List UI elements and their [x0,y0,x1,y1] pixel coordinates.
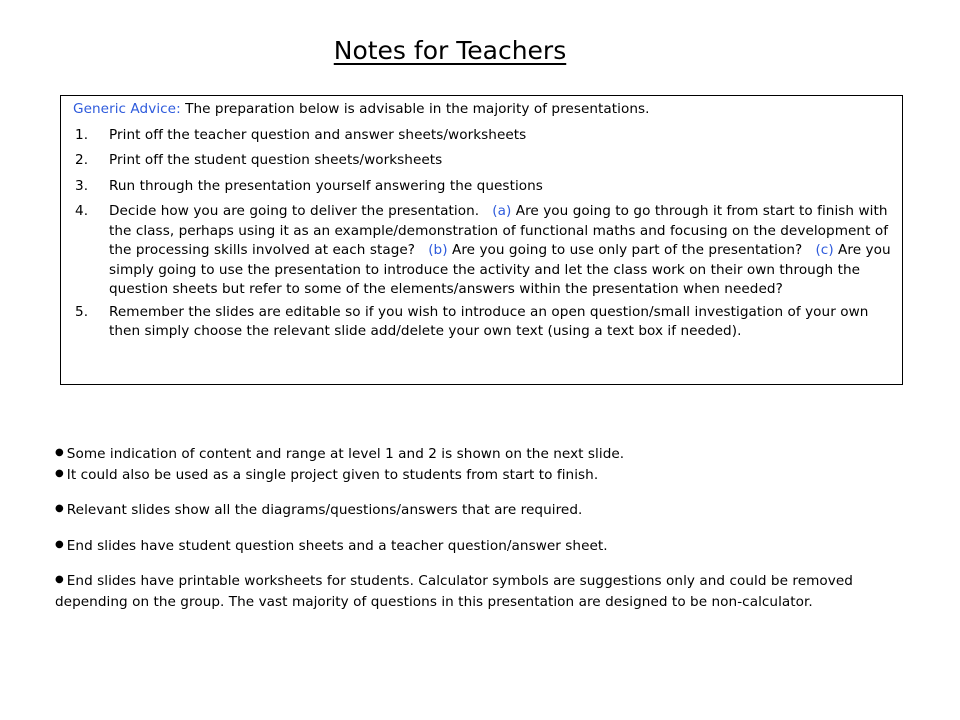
list-item [73,202,894,300]
generic-advice-text: The preparation below is advisable in the majority of presentations. [180,101,650,117]
note-item [55,501,885,522]
bullet-icon: ● [55,447,64,458]
note-text: It could also be used as a single project given to students from start to finish. [66,466,599,483]
option-a-label: (a) [492,203,512,219]
generic-advice-label: Generic Advice: [73,101,181,117]
list-item-number: 2. [75,152,89,168]
note-item [55,466,885,487]
list-item [73,177,894,197]
list-item [73,151,894,171]
list-item [73,126,894,146]
note-text: Some indication of content and range at level 1 and 2 is shown on the next slide. [66,446,625,462]
list-item-number: 5. [75,303,89,320]
list-item-text: Print off the teacher question and answer sheets/worksheets [109,126,527,143]
list-item-text: Decide how you are going to deliver the presentation. [109,203,480,219]
list-item-number: 1. [75,126,89,143]
option-b-label: (b) [428,242,448,258]
bullet-icon: ● [55,538,64,550]
bullet-icon: ● [55,574,64,585]
preparation-steps-list [73,126,894,342]
page-title: Notes for Teachers [333,36,567,65]
option-a-text: Are you going to go through it from start to finish with the class, perhaps using it as an example/demonstration of functional maths and focusing on the development of the processing skills involved at each stage? [109,203,889,258]
note-item [55,537,885,558]
list-item-text: Print off the student question sheets/worksheets [109,152,443,168]
option-c-text: Are you simply going to use the presentation to introduce the activity and let the class work on their own through the question sheets but refer to some of the elements/answers within the presentation when needed? [109,242,891,297]
generic-advice-intro [73,100,894,120]
note-text: Relevant slides show all the diagrams/questions/answers that are required. [66,502,583,518]
note-item [55,445,885,466]
list-item-text: Remember the slides are editable so if you wish to introduce an open question/small investigation of your own then simply choose the relevant slide add/delete your own text (using a text box if needed). [109,303,869,339]
list-item-number: 4. [75,203,89,219]
note-text: End slides have student question sheets and a teacher question/answer sheet. [66,537,608,554]
note-text: End slides have printable worksheets for students. Calculator symbols are suggestions only and could be removed depending on the group. The vast majority of questions in this presentation are designed to be non-calculator. [55,573,853,610]
bullet-icon: ● [55,467,64,479]
list-item [73,303,894,342]
generic-advice-box [60,95,903,385]
teacher-notes [55,445,885,612]
option-b-text: Are you going to use only part of the presentation? [447,242,803,258]
option-c-label: (c) [815,242,834,258]
list-item-text: Run through the presentation yourself answering the questions [109,177,543,194]
list-item-number: 3. [75,177,89,194]
bullet-icon: ● [55,503,64,514]
note-item [55,572,885,612]
